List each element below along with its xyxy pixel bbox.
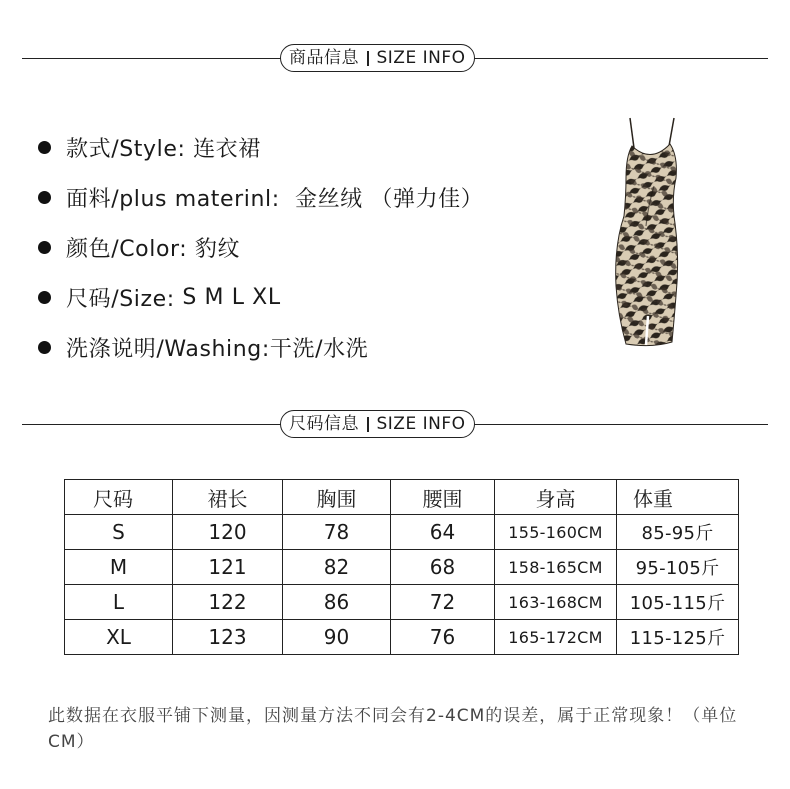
- table-cell: XL: [65, 620, 173, 655]
- spec-label: 颜色/Color:: [66, 236, 188, 262]
- spec-item-material: [38, 172, 483, 222]
- table-cell: 90: [283, 620, 391, 655]
- bullet-icon: [38, 191, 51, 204]
- spec-item-washing: [38, 322, 483, 372]
- table-cell: 158-165CM: [495, 550, 617, 585]
- table-header-cell: 腰围: [391, 480, 495, 515]
- spec-label: 洗涤说明/Washing:: [66, 336, 270, 362]
- title-separator: [367, 51, 369, 66]
- table-cell: 82: [283, 550, 391, 585]
- table-cell: 105-115斤: [617, 585, 739, 620]
- spec-label: 面料/plus materinl:: [66, 186, 280, 212]
- table-cell: M: [65, 550, 173, 585]
- title-separator: [367, 417, 369, 432]
- table-header-cell: 身高: [495, 480, 617, 515]
- table-cell: 155-160CM: [495, 515, 617, 550]
- spec-value: 金丝绒 （弹力佳）: [294, 186, 484, 212]
- spec-list: [38, 122, 483, 372]
- bullet-icon: [38, 141, 51, 154]
- table-cell: L: [65, 585, 173, 620]
- spec-item-color: [38, 222, 483, 272]
- table-cell: 120: [173, 515, 283, 550]
- table-cell: 72: [391, 585, 495, 620]
- table-row: [65, 550, 739, 585]
- table-cell: 95-105斤: [617, 550, 739, 585]
- spec-value: 豹纹: [194, 236, 241, 262]
- bullet-icon: [38, 341, 51, 354]
- section-title-en: SIZE INFO: [376, 48, 466, 68]
- table-header-cell: 胸围: [283, 480, 391, 515]
- table-row: [65, 515, 739, 550]
- product-image-dress: [596, 116, 704, 348]
- table-cell: 115-125斤: [617, 620, 739, 655]
- spec-label: 尺码/Size:: [66, 286, 175, 312]
- section-title-en: SIZE INFO: [376, 414, 466, 434]
- spec-value: S M L XL: [182, 284, 281, 310]
- table-cell: 78: [283, 515, 391, 550]
- table-header-cell: 尺码: [65, 480, 173, 515]
- table-cell: 165-172CM: [495, 620, 617, 655]
- spec-label: 款式/Style:: [66, 136, 186, 162]
- section-title-product-info: [280, 44, 475, 72]
- table-cell: 68: [391, 550, 495, 585]
- size-table: [64, 479, 739, 655]
- table-row: [65, 585, 739, 620]
- table-cell: 85-95斤: [617, 515, 739, 550]
- measurement-note: 此数据在衣服平铺下测量，因测量方法不同会有2-4CM的误差，属于正常现象！（单位CM）: [48, 706, 738, 752]
- table-cell: 123: [173, 620, 283, 655]
- table-header-row: [65, 480, 739, 515]
- table-header-cell: 裙长: [173, 480, 283, 515]
- table-header-cell: 体重: [617, 480, 739, 515]
- table-cell: 121: [173, 550, 283, 585]
- table-row: [65, 620, 739, 655]
- section-title-cn: 尺码信息: [289, 414, 359, 434]
- spec-item-size: [38, 272, 483, 322]
- bullet-icon: [38, 241, 51, 254]
- table-cell: 64: [391, 515, 495, 550]
- table-cell: 122: [173, 585, 283, 620]
- spec-value: 连衣裙: [193, 136, 261, 162]
- table-cell: 76: [391, 620, 495, 655]
- spec-item-style: [38, 122, 483, 172]
- section-title-size-info: [280, 410, 475, 438]
- table-cell: S: [65, 515, 173, 550]
- table-cell: 86: [283, 585, 391, 620]
- spec-value: 干洗/水洗: [269, 336, 369, 362]
- table-cell: 163-168CM: [495, 585, 617, 620]
- section-title-cn: 商品信息: [289, 48, 359, 68]
- bullet-icon: [38, 291, 51, 304]
